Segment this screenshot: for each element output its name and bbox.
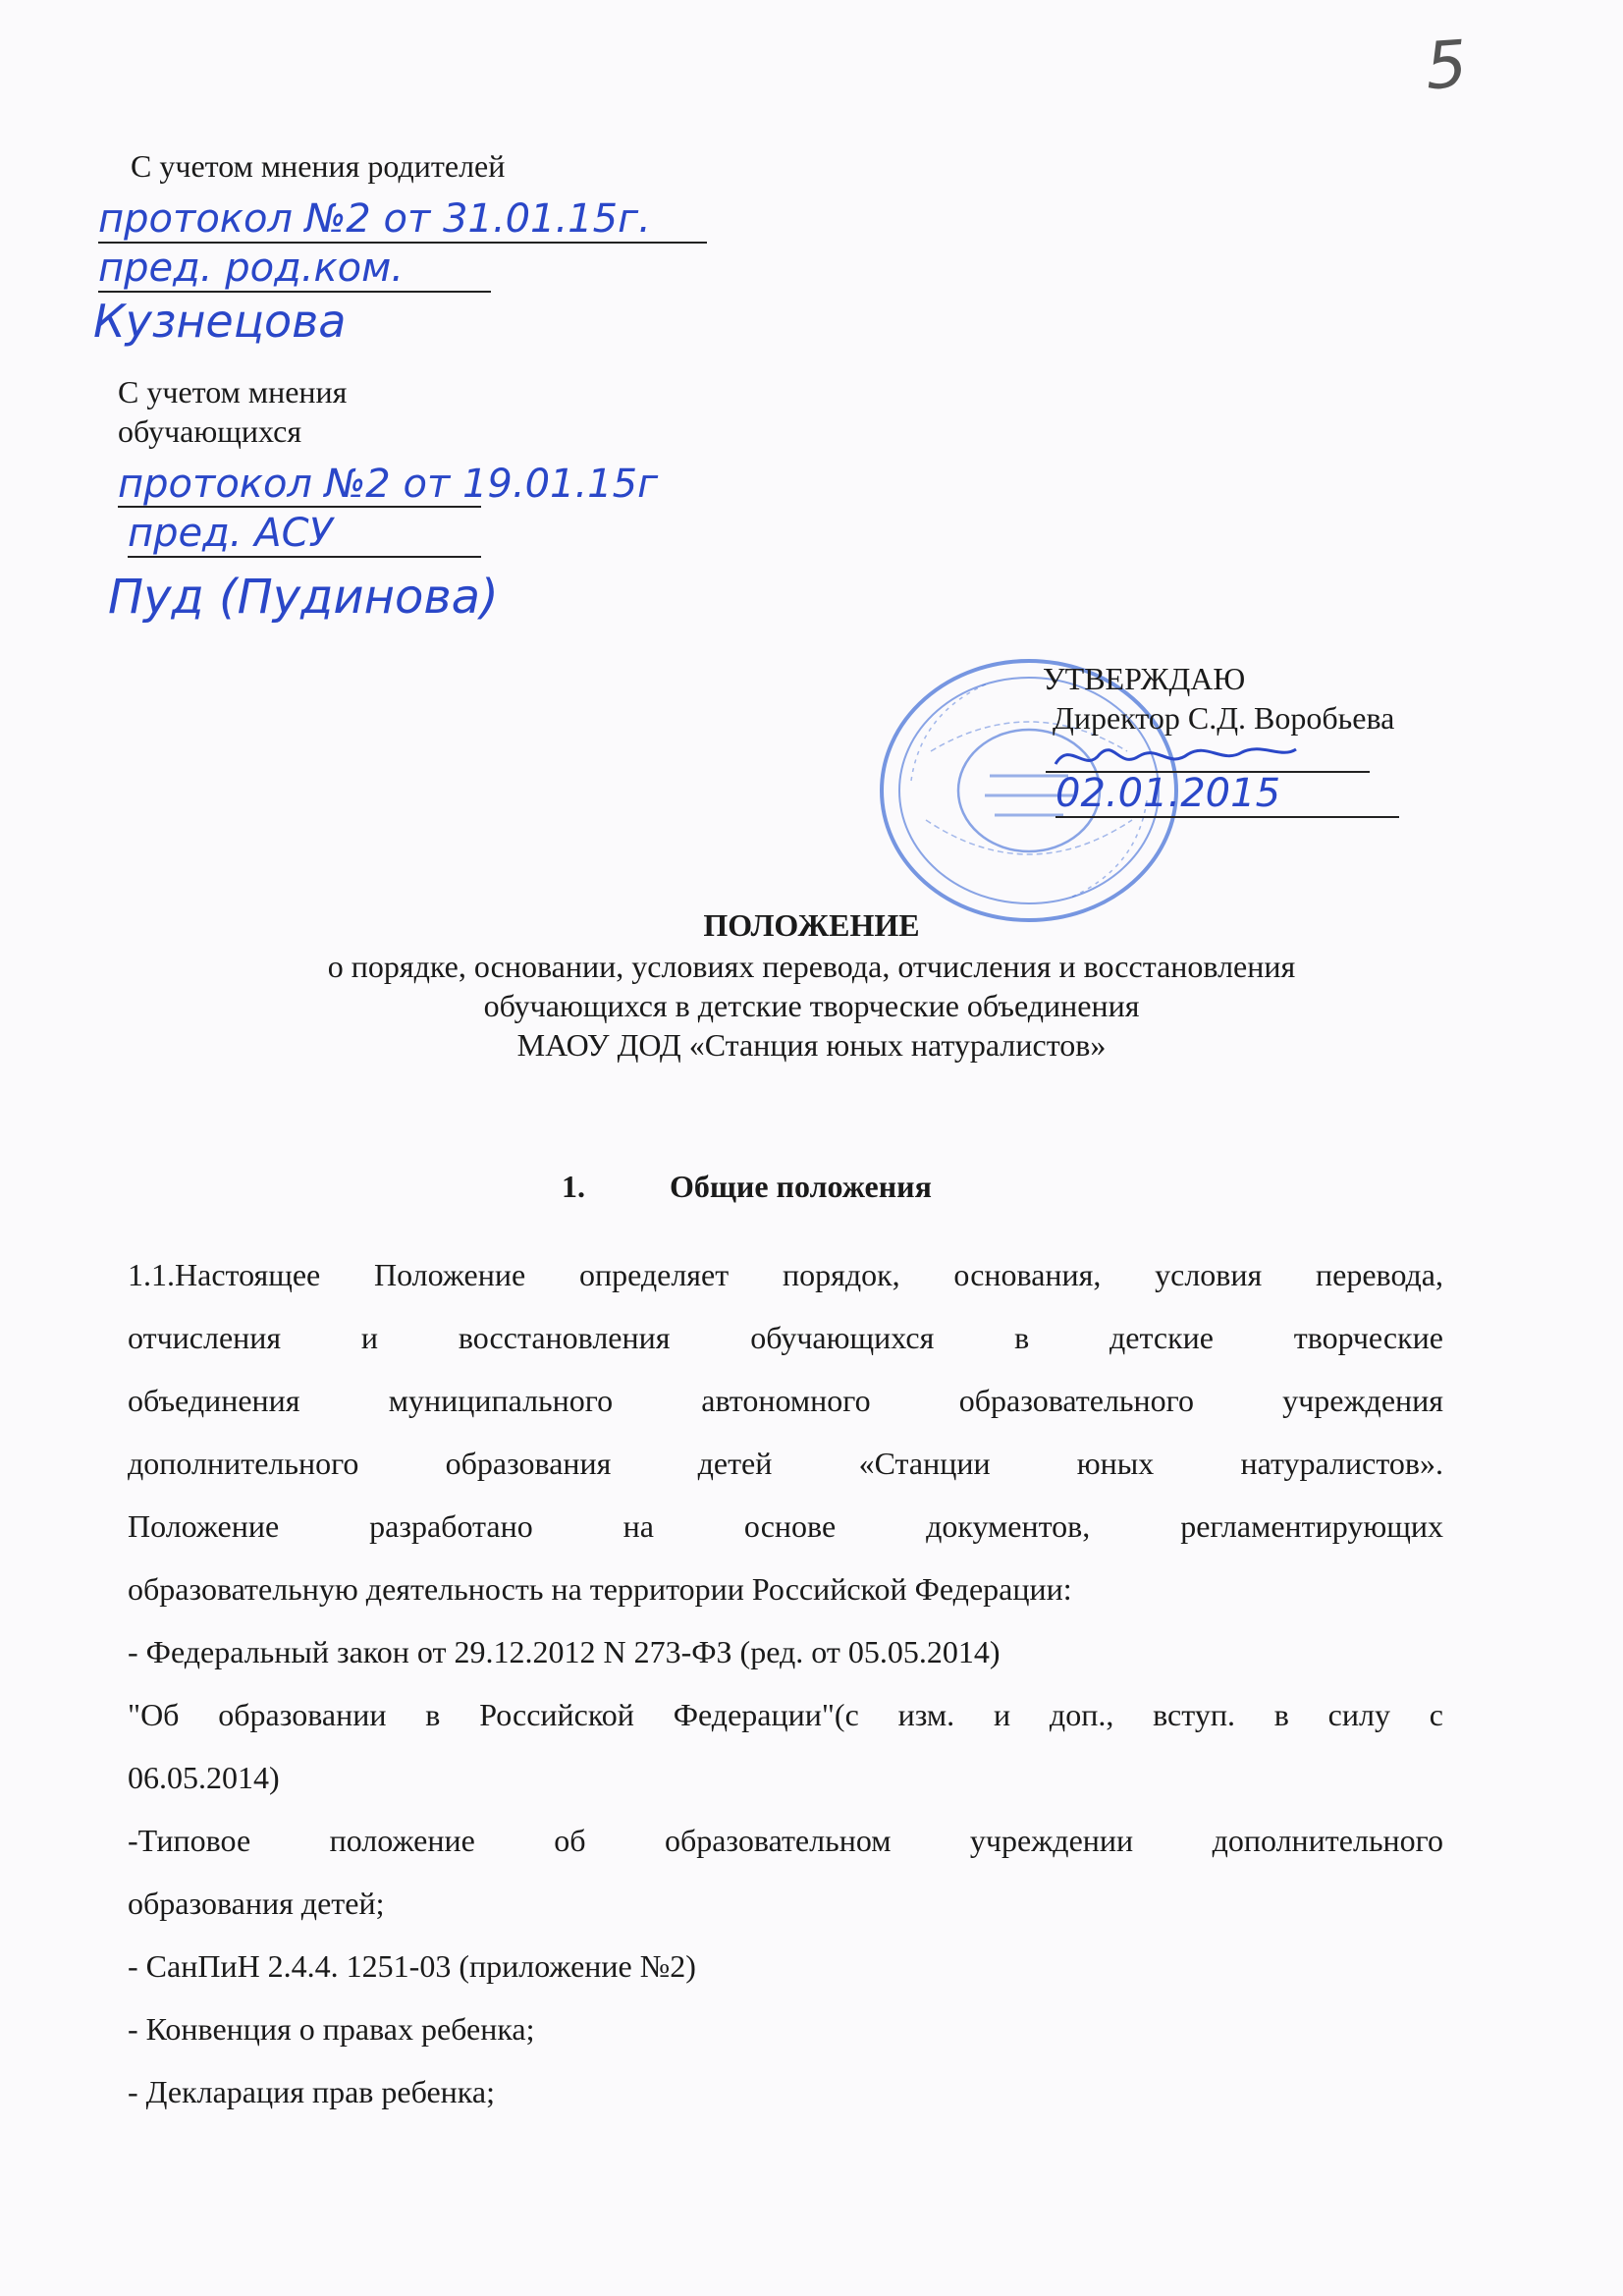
parents-signature-handwriting: Кузнецова bbox=[93, 295, 347, 348]
convention-item: - Конвенция о правах ребенка; bbox=[128, 2011, 535, 2047]
students-chair-handwriting: пред. АСУ bbox=[128, 511, 481, 558]
paragraph-line: дополнительного образования детей «Станции юных натуралистов». bbox=[128, 1446, 1443, 1481]
law-reference-cont-1: "Об образовании в Российской Федерации"(с изм. и доп., вступ. в силу с bbox=[128, 1697, 1443, 1732]
paragraph-line: объединения муниципального автономного образовательного учреждения bbox=[128, 1383, 1443, 1418]
signature-scribble-icon: Пуд bbox=[108, 570, 219, 625]
students-opinion-label-1: С учетом мнения bbox=[118, 374, 348, 410]
students-protocol-underline bbox=[118, 506, 481, 508]
parents-chair-handwriting: пред. род.ком. bbox=[98, 246, 491, 293]
sanpin-item: - СанПиН 2.4.4. 1251-03 (приложение №2) bbox=[128, 1948, 696, 1984]
law-reference-cont-2: 06.05.2014) bbox=[128, 1760, 280, 1795]
law-reference: - Федеральный закон от 29.12.2012 N 273-ФЗ (ред. от 05.05.2014) bbox=[128, 1634, 1001, 1669]
paragraph-line: Положение разработано на основе документов, регламентирующих bbox=[128, 1508, 1443, 1544]
students-protocol-handwriting: протокол №2 от 19.01.15г bbox=[118, 462, 659, 507]
declaration-item: - Декларация прав ребенка; bbox=[128, 2074, 495, 2109]
typical-regulation-cont: образования детей; bbox=[128, 1886, 385, 1921]
approve-title: УТВЕРЖДАЮ bbox=[1043, 661, 1246, 696]
document-subtitle-line-3: МАОУ ДОД «Станция юных натуралистов» bbox=[516, 1027, 1107, 1063]
section-body bbox=[128, 1243, 1443, 2123]
document-title: ПОЛОЖЕНИЕ bbox=[703, 907, 920, 943]
typical-regulation: -Типовое положение об образовательном учреждении дополнительного bbox=[128, 1823, 1443, 1858]
page-number: 5 bbox=[1423, 26, 1470, 105]
paragraph-line: отчисления и восстановления обучающихся в детские творческие bbox=[128, 1320, 1443, 1355]
section-heading: Общие положения bbox=[670, 1169, 932, 1204]
director-name: Директор С.Д. Воробьева bbox=[1053, 700, 1395, 736]
document-subtitle-line-2: обучающихся в детские творческие объединения bbox=[483, 988, 1140, 1023]
paragraph-line: образовательную деятельность на территории Российской Федерации: bbox=[128, 1571, 1072, 1607]
section-number: 1. bbox=[562, 1169, 585, 1204]
students-opinion-label-2: обучающихся bbox=[118, 413, 302, 449]
parents-protocol-handwriting: протокол №2 от 31.01.15г. bbox=[98, 196, 707, 244]
paragraph-line: 1.1.Настоящее Положение определяет порядок, основания, условия перевода, bbox=[128, 1257, 1443, 1292]
document-subtitle-line-1: о порядке, основании, условиях перевода, отчисления и восстановления bbox=[327, 949, 1296, 984]
students-signature-handwriting: Пуд (Пудинова) bbox=[108, 570, 499, 625]
approval-date-handwriting: 02.01.2015 bbox=[1055, 771, 1399, 818]
parents-opinion-label: С учетом мнения родителей bbox=[131, 148, 506, 184]
